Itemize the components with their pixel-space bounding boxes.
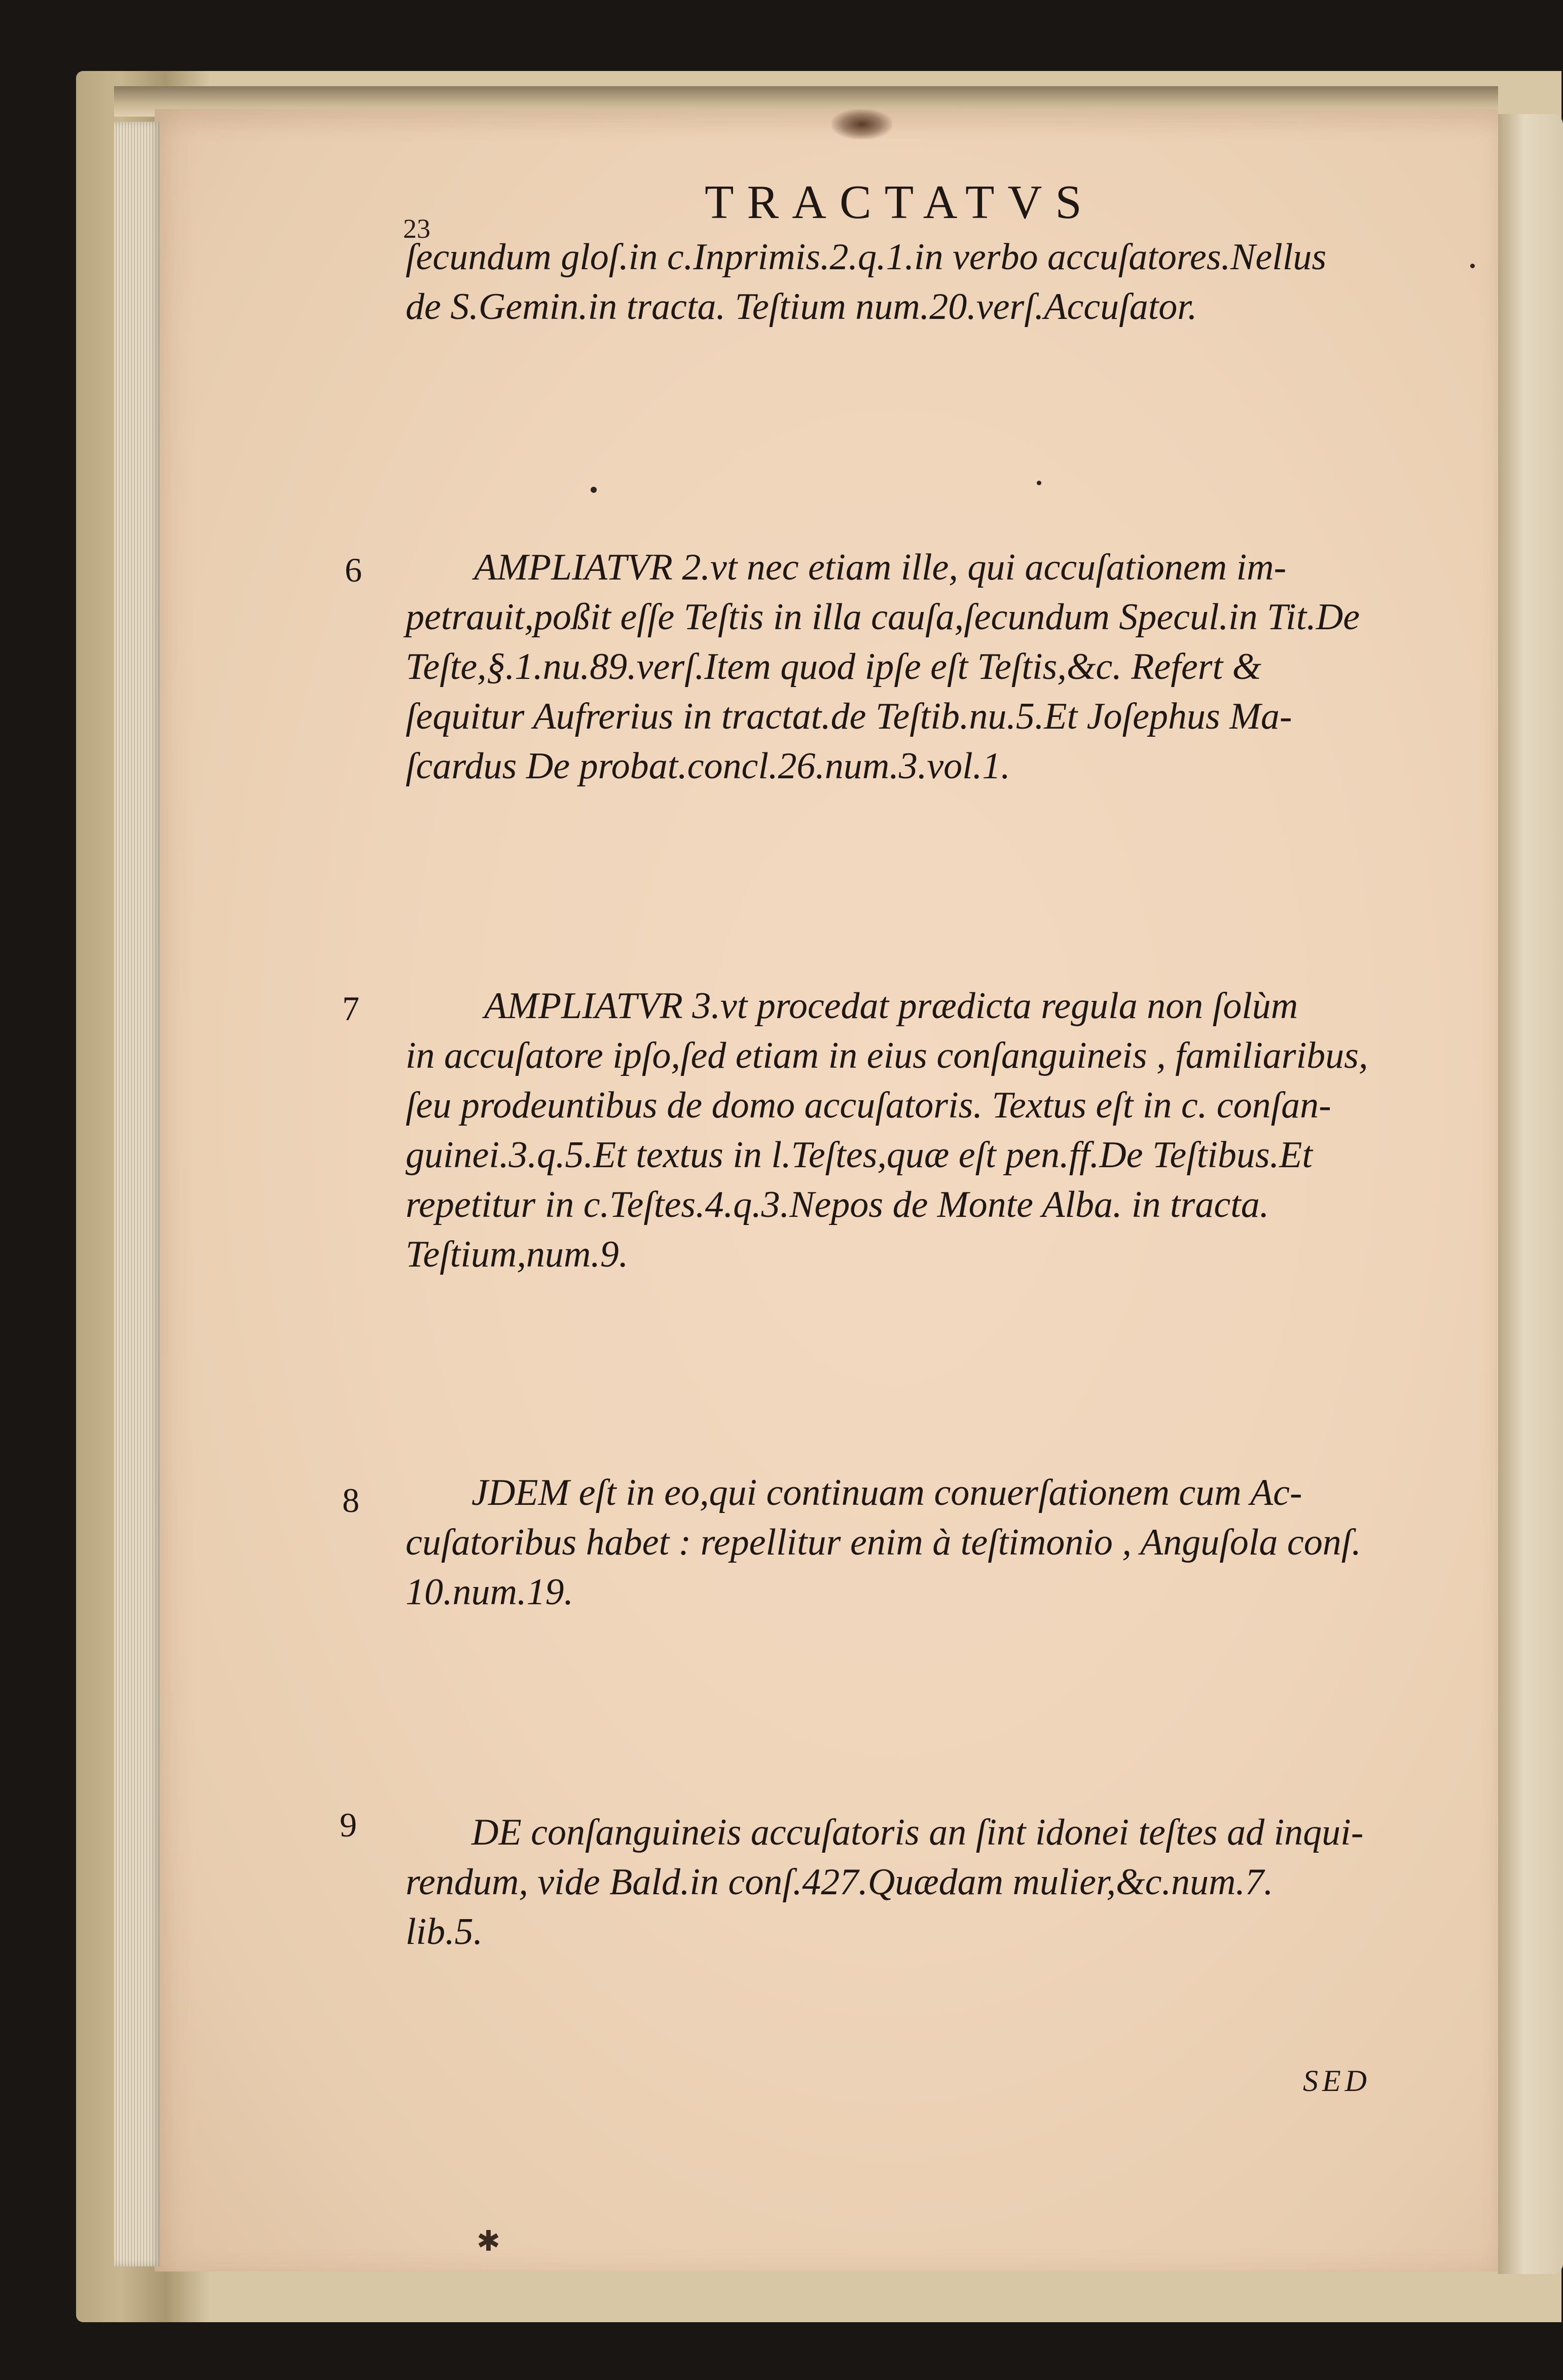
- text-line: ſcardus De probat.concl.26.num.3.vol.1.: [406, 745, 1010, 787]
- marginal-number: 9: [340, 1806, 357, 1844]
- text-line: DE conſanguineis accuſatoris an ſint idonei teſtes ad inqui-: [471, 1812, 1364, 1853]
- marginal-number: 8: [342, 1481, 359, 1520]
- text-line: lib.5.: [406, 1911, 483, 1953]
- marginal-number: 7: [342, 989, 359, 1028]
- text-line: ſeu prodeuntibus de domo accuſatoris. Textus eſt in c. conſan-: [406, 1085, 1331, 1126]
- text-line: JDEM eſt in eo,qui continuam conuerſationem cum Ac-: [471, 1472, 1302, 1513]
- text-line: cuſatoribus habet : repellitur enim à teſtimonio , Anguſola conſ.: [406, 1522, 1361, 1563]
- text-line: rendum, vide Bald.in conſ.427.Quædam mulier,&c.num.7.: [406, 1861, 1274, 1903]
- text-line: Teſtium,num.9.: [406, 1234, 629, 1275]
- marginal-number: 6: [345, 551, 362, 589]
- text-line: ſequitur Aufrerius in tractat.de Teſtib.nu.5.Et Joſephus Ma-: [406, 696, 1292, 737]
- running-head: TRACTATVS: [705, 176, 1095, 229]
- page-speck: [1037, 481, 1041, 485]
- ink-stain: [831, 109, 892, 139]
- page-stack-edges: [114, 122, 160, 2266]
- catchword: SED: [1303, 2064, 1371, 2098]
- text-line: ſecundum gloſ.in c.Inprimis.2.q.1.in verbo accuſatores.Nellus: [406, 236, 1327, 278]
- page-speck: [591, 487, 597, 493]
- text-line: AMPLIATVR 3.vt procedat prædicta regula non ſolùm: [484, 985, 1298, 1027]
- text-line: de S.Gemin.in tracta. Teſtium num.20.verſ.Accuſator.: [406, 286, 1197, 328]
- page-number: 23: [403, 213, 430, 244]
- text-line: AMPLIATVR 2.vt nec etiam ille, qui accuſationem im-: [474, 547, 1287, 588]
- printer-mark: ✱: [477, 2226, 500, 2257]
- text-line: repetitur in c.Teſtes.4.q.3.Nepos de Monte Alba. in tracta.: [406, 1184, 1269, 1225]
- text-line: petrauit,poßit eſſe Teſtis in illa cauſa,ſecundum Specul.in Tit.De: [406, 596, 1360, 638]
- text-line: 10.num.19.: [406, 1571, 573, 1613]
- text-line: Teſte,§.1.nu.89.verſ.Item quod ipſe eſt Teſtis,&c. Refert &: [406, 646, 1262, 688]
- text-line: in accuſatore ipſo,ſed etiam in eius conſanguineis , familiaribus,: [406, 1035, 1368, 1076]
- text-line: guinei.3.q.5.Et textus in l.Teſtes,quæ eſt pen.ff.De Teſtibus.Et: [406, 1134, 1313, 1176]
- book-cover-right-edge: [1498, 114, 1563, 2274]
- page-speck: [1470, 264, 1475, 268]
